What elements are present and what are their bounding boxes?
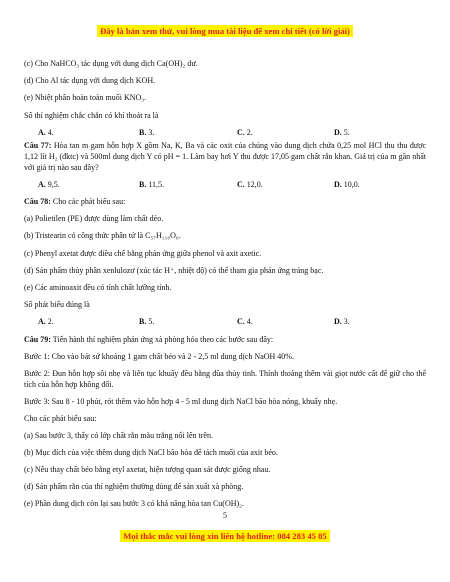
q79-step-1: Bước 1: Cho vào bát sứ khoảng 1 gam chất béo và 2 - 2,5 ml dung dịch NaOH 40%. <box>24 352 294 361</box>
q78-intro: Cho các phát biểu sau: <box>52 197 126 206</box>
q78-option-a: A. 2. <box>38 317 54 326</box>
q78-option-b: B. 5. <box>139 317 155 326</box>
q79-item-e: (e) Phần dung dịch còn lại sau bước 3 có khả năng hòa tan Cu(OH)₂. <box>24 499 244 508</box>
q78-item-e: (e) Các aminoaxit đều có tính chất lưỡng tính. <box>24 283 172 292</box>
q77-option-c: C. 12,0. <box>237 180 263 189</box>
top-banner <box>0 26 450 36</box>
bottom-banner-text: Mọi thắc mắc vui lòng xin liên hệ hotline: 084 283 45 85 <box>120 530 329 542</box>
q79-step-2: Bước 2: Đun hỗn hợp sôi nhẹ và liên tục khuấy đều bằng đũa thủy tinh. Thỉnh thoảng thêm vài giọt nước cất để giữ cho thể tích của hỗn hợp không đổi. <box>24 369 426 389</box>
q79-step-3: Bước 3: Sau 8 - 10 phút, rót thêm vào hỗn hợp 4 - 5 ml dung dịch NaCl bão hòa nóng, khuấy nhẹ. <box>24 397 338 406</box>
q76-option-b: B. 3. <box>139 128 155 137</box>
q78-number: Câu 78: <box>24 197 51 206</box>
q79-item-d: (d) Sản phẩm rắn của thí nghiệm thường dùng để sản xuất xà phòng. <box>24 482 244 491</box>
bottom-banner <box>0 531 450 541</box>
q78-intro-line <box>24 196 426 207</box>
q78-option-d: D. 3. <box>334 317 350 326</box>
q76-ask: Số thí nghiệm chắc chắn có khí thoát ra là <box>24 111 159 120</box>
q79-item-b: (b) Mục đích của việc thêm dung dịch NaCl bão hòa để tách muối của axit béo. <box>24 448 278 457</box>
q79-item-a: (a) Sau bước 3, thấy có lớp chất rắn màu trắng nổi lên trên. <box>24 431 213 440</box>
q79-text: Tiến hành thí nghiệm phản ứng xà phòng hóa theo các bước sau đây: <box>52 335 274 344</box>
q79-intro-line <box>24 334 426 345</box>
q77-option-b: B. 11,5. <box>139 180 165 189</box>
q77-option-a: A. 9,5. <box>38 180 60 189</box>
top-banner-text: Đây là bản xem thử, vui lòng mua tài liệu để xem chi tiết (có lời giải) <box>97 25 353 37</box>
q78-item-c: (c) Phenyl axetat được điều chế bằng phản ứng giữa phenol và axit axetic. <box>24 249 262 258</box>
q79-number: Câu 79: <box>24 335 51 344</box>
page-number: 5 <box>223 511 227 520</box>
q77-option-d: D. 10,0. <box>334 180 360 189</box>
q79-item-c: (c) Nếu thay chất béo bằng etyl axetat, hiện tượng quan sát được giống nhau. <box>24 465 271 474</box>
q76-option-c: C. 2. <box>237 128 253 137</box>
q78-ask: Số phát biểu đúng là <box>24 300 90 309</box>
q76-item-d: (d) Cho Al tác dụng với dung dịch KOH. <box>24 76 156 85</box>
q76-item-c: (c) Cho NaHCO₃ tác dụng với dung dịch Ca(OH)₂ dư. <box>24 59 198 68</box>
q76-option-d: D. 5. <box>334 128 350 137</box>
q77-text <box>24 140 426 173</box>
q77-number: Câu 77: <box>24 141 52 150</box>
q78-item-a: (a) Polietilen (PE) được dùng làm chất dẻo. <box>24 214 164 223</box>
q79-statements-intro: Cho các phát biểu sau: <box>24 414 97 423</box>
q76-option-a: A. 4. <box>38 128 54 137</box>
q77-body: Hòa tan m gam hỗn hợp X gồm Na, K, Ba và các oxit của chúng vào dung dịch chứa 0,25 mol HCl thu thu được 1,12 lít H₂ (đktc) và 500ml dung dịch Y có pH = 1. Làm bay hơi Y thu được 17,05 gam chất rắn khan. Giá trị của m gần nhất với giá trị nào sau đây? <box>24 141 427 172</box>
q78-item-d: (d) Sản phẩm thủy phân xenlulozơ (xúc tác H⁺, nhiệt độ) có thể tham gia phản ứng tráng bạc. <box>24 266 324 275</box>
q78-item-b: (b) Tristearin có công thức phân tử là C₅₇H₁₁₀O₆. <box>24 231 181 240</box>
q78-option-c: C. 4. <box>237 317 253 326</box>
q76-item-e: (e) Nhiệt phân hoàn toàn muối KNO₃. <box>24 93 147 102</box>
